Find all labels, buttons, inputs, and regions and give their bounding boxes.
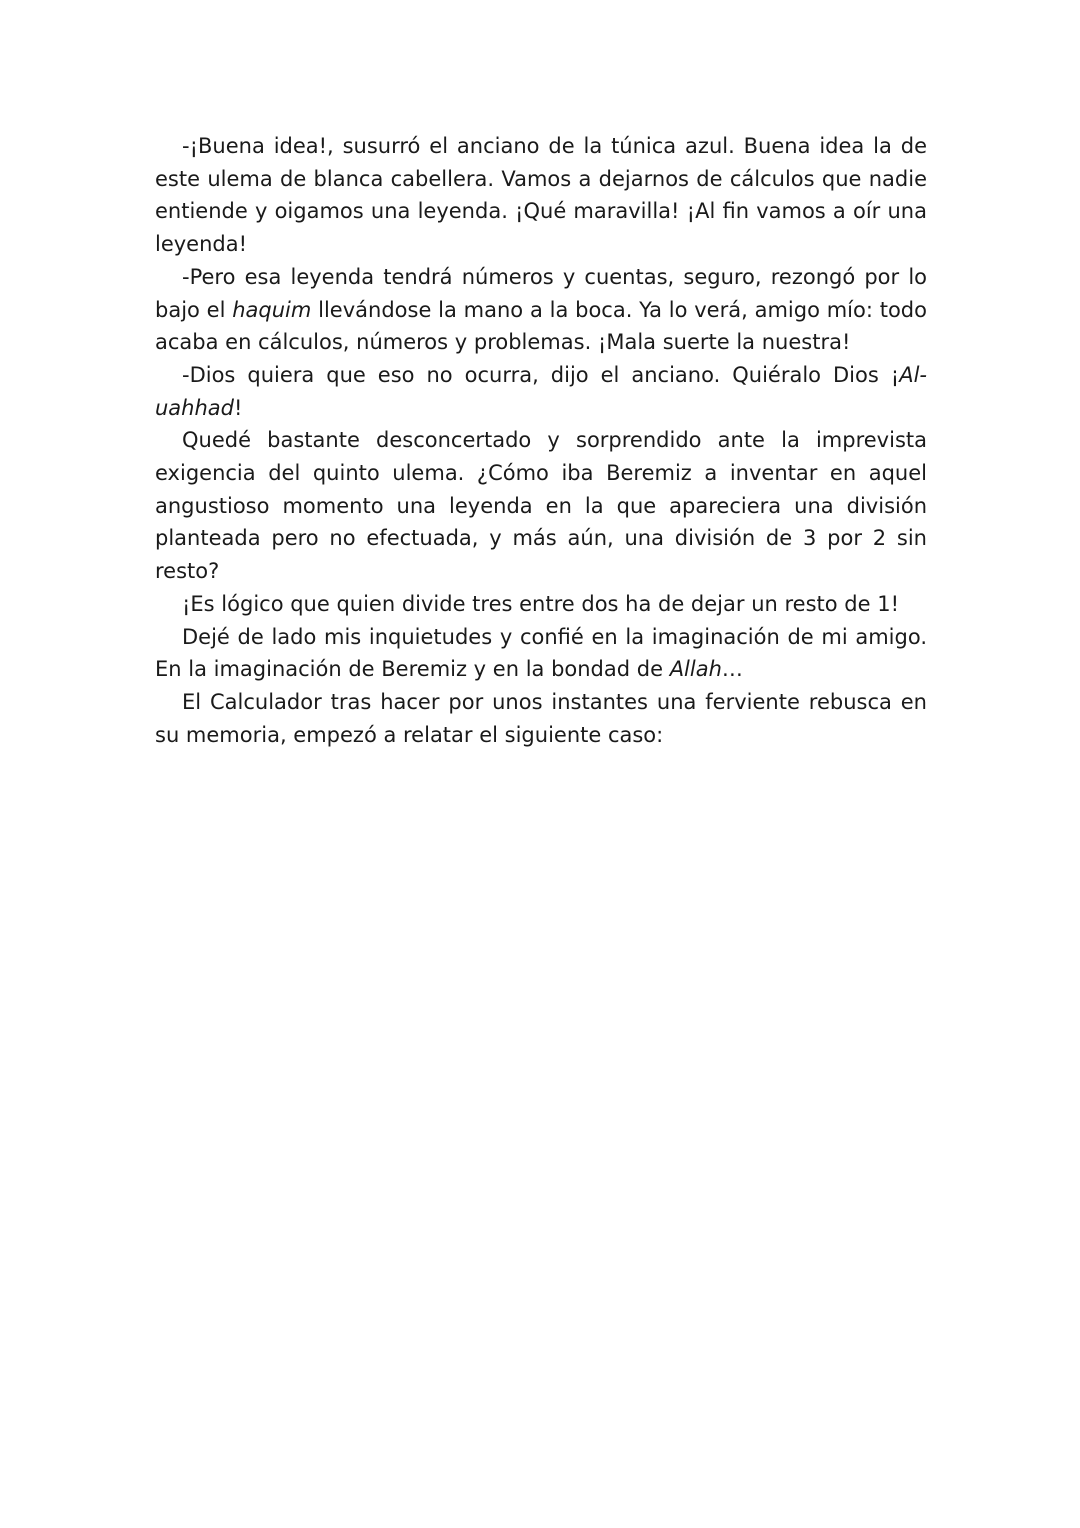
- paragraph-text: !: [234, 395, 243, 420]
- italic-term-haquim: haquim: [232, 297, 312, 322]
- italic-term-al-uahhad: Al-uahhad: [155, 362, 927, 420]
- paragraph-7: [155, 686, 927, 751]
- italic-term-allah: Allah: [669, 657, 722, 682]
- paragraph-6: [155, 621, 927, 686]
- paragraph-text: ¡Es lógico que quien divide tres entre dos ha de dejar un resto de 1!: [182, 591, 899, 616]
- paragraph-5: [155, 588, 927, 621]
- paragraph-1: [155, 130, 927, 261]
- paragraph-2: [155, 261, 927, 359]
- document-page: [155, 130, 927, 751]
- paragraph-text: Quedé bastante desconcertado y sorprendido ante la imprevista exigencia del quinto ulema. ¿Cómo iba Beremiz a inventar en aquel angustioso momento una leyenda en la que apareciera una división planteada pero no efectuada, y más aún, una división de 3 por 2 sin resto?: [155, 428, 927, 584]
- paragraph-text: -¡Buena idea!, susurró el anciano de la túnica azul. Buena idea la de este ulema de blanca cabellera. Vamos a dejarnos de cálculos que nadie entiende y oigamos una leyenda. ¡Qué maravilla! ¡Al fin vamos a oír una leyenda!: [155, 134, 927, 257]
- paragraph-text: llevándose la mano a la boca. Ya lo verá, amigo mío: todo acaba en cálculos, números y problemas. ¡Mala suerte la nuestra!: [155, 297, 927, 355]
- paragraph-text: …: [721, 657, 743, 682]
- paragraph-text: -Pero esa leyenda tendrá números y cuentas, seguro, rezongó por lo bajo el: [155, 264, 927, 322]
- paragraph-4: [155, 424, 927, 588]
- paragraph-text: Dejé de lado mis inquietudes y confié en la imaginación de mi amigo. En la imaginación de Beremiz y en la bondad de: [155, 624, 927, 682]
- paragraph-text: -Dios quiera que eso no ocurra, dijo el anciano. Quiéralo Dios ¡: [182, 362, 900, 387]
- paragraph-3: [155, 359, 927, 424]
- paragraph-text: El Calculador tras hacer por unos instantes una ferviente rebusca en su memoria, empezó a relatar el siguiente caso:: [155, 689, 927, 747]
